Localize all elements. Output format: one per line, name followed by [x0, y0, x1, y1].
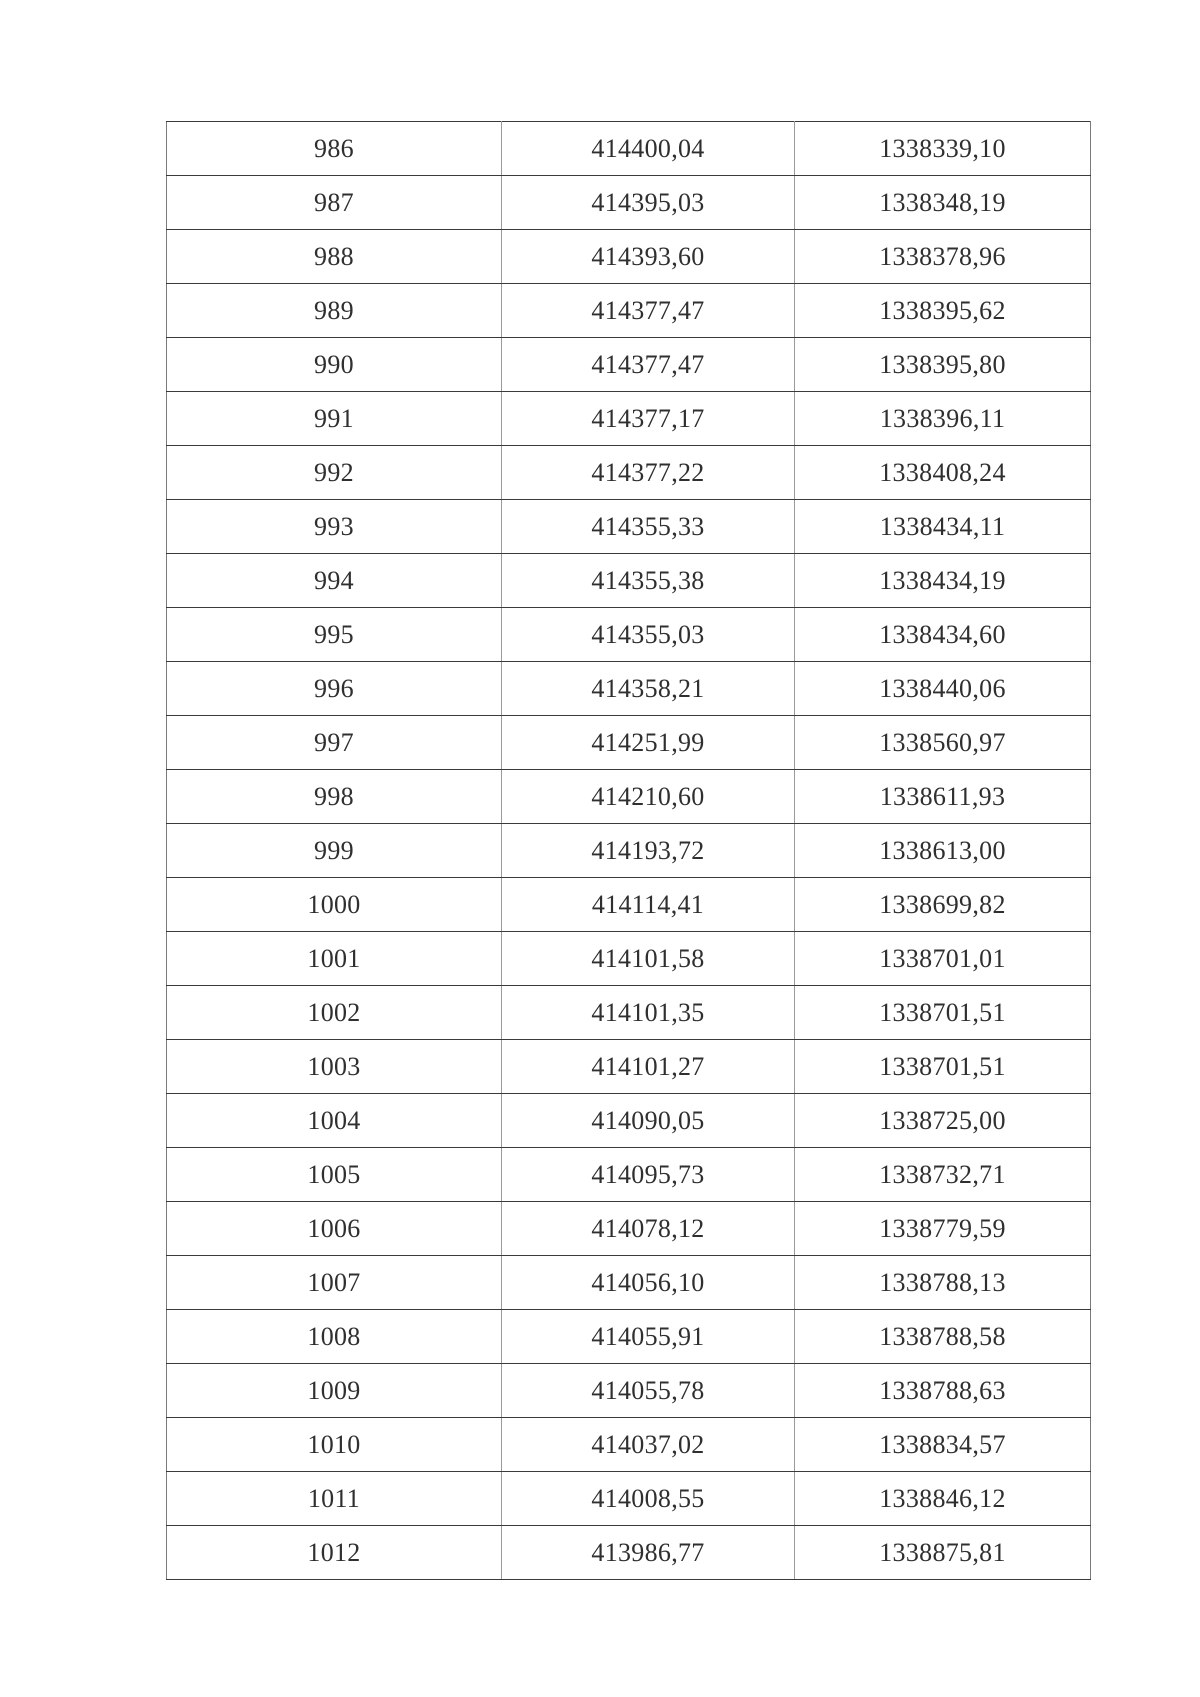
x-coordinate-cell: 414101,58: [502, 932, 795, 986]
point-number-cell: 997: [167, 716, 502, 770]
y-coordinate-cell: 1338788,58: [795, 1310, 1091, 1364]
x-coordinate-cell: 413986,77: [502, 1526, 795, 1580]
y-coordinate-cell: 1338732,71: [795, 1148, 1091, 1202]
point-number-cell: 1001: [167, 932, 502, 986]
x-coordinate-cell: 414095,73: [502, 1148, 795, 1202]
y-coordinate-cell: 1338348,19: [795, 176, 1091, 230]
point-number-cell: 1000: [167, 878, 502, 932]
x-coordinate-cell: 414055,78: [502, 1364, 795, 1418]
x-coordinate-cell: 414114,41: [502, 878, 795, 932]
y-coordinate-cell: 1338434,11: [795, 500, 1091, 554]
table-row: [167, 446, 1091, 500]
x-coordinate-cell: 414393,60: [502, 230, 795, 284]
x-coordinate-cell: 414101,27: [502, 1040, 795, 1094]
point-number-cell: 994: [167, 554, 502, 608]
y-coordinate-cell: 1338395,80: [795, 338, 1091, 392]
point-number-cell: 1009: [167, 1364, 502, 1418]
point-number-cell: 1006: [167, 1202, 502, 1256]
x-coordinate-cell: 414395,03: [502, 176, 795, 230]
table-row: [167, 1040, 1091, 1094]
point-number-cell: 1010: [167, 1418, 502, 1472]
x-coordinate-cell: 414400,04: [502, 122, 795, 176]
table-row: [167, 1310, 1091, 1364]
table-row: [167, 392, 1091, 446]
point-number-cell: 1004: [167, 1094, 502, 1148]
point-number-cell: 990: [167, 338, 502, 392]
table-row: [167, 1472, 1091, 1526]
y-coordinate-cell: 1338788,13: [795, 1256, 1091, 1310]
table-row: [167, 1256, 1091, 1310]
x-coordinate-cell: 414101,35: [502, 986, 795, 1040]
point-number-cell: 995: [167, 608, 502, 662]
point-number-cell: 986: [167, 122, 502, 176]
y-coordinate-cell: 1338846,12: [795, 1472, 1091, 1526]
table-row: [167, 122, 1091, 176]
y-coordinate-cell: 1338339,10: [795, 122, 1091, 176]
x-coordinate-cell: 414210,60: [502, 770, 795, 824]
document-page: [166, 121, 1090, 1580]
y-coordinate-cell: 1338440,06: [795, 662, 1091, 716]
y-coordinate-cell: 1338834,57: [795, 1418, 1091, 1472]
x-coordinate-cell: 414008,55: [502, 1472, 795, 1526]
table-row: [167, 554, 1091, 608]
x-coordinate-cell: 414358,21: [502, 662, 795, 716]
x-coordinate-cell: 414056,10: [502, 1256, 795, 1310]
table-row: [167, 1202, 1091, 1256]
table-row: [167, 986, 1091, 1040]
point-number-cell: 1005: [167, 1148, 502, 1202]
y-coordinate-cell: 1338701,01: [795, 932, 1091, 986]
point-number-cell: 996: [167, 662, 502, 716]
x-coordinate-cell: 414037,02: [502, 1418, 795, 1472]
point-number-cell: 987: [167, 176, 502, 230]
table-row: [167, 284, 1091, 338]
table-row: [167, 1148, 1091, 1202]
y-coordinate-cell: 1338701,51: [795, 1040, 1091, 1094]
y-coordinate-cell: 1338408,24: [795, 446, 1091, 500]
y-coordinate-cell: 1338560,97: [795, 716, 1091, 770]
y-coordinate-cell: 1338611,93: [795, 770, 1091, 824]
table-row: [167, 932, 1091, 986]
y-coordinate-cell: 1338395,62: [795, 284, 1091, 338]
y-coordinate-cell: 1338875,81: [795, 1526, 1091, 1580]
point-number-cell: 1011: [167, 1472, 502, 1526]
x-coordinate-cell: 414355,38: [502, 554, 795, 608]
y-coordinate-cell: 1338699,82: [795, 878, 1091, 932]
table-row: [167, 716, 1091, 770]
x-coordinate-cell: 414377,47: [502, 338, 795, 392]
table-row: [167, 878, 1091, 932]
x-coordinate-cell: 414251,99: [502, 716, 795, 770]
table-row: [167, 1364, 1091, 1418]
x-coordinate-cell: 414078,12: [502, 1202, 795, 1256]
table-row: [167, 1526, 1091, 1580]
coordinates-table-body: [167, 122, 1091, 1580]
point-number-cell: 991: [167, 392, 502, 446]
table-row: [167, 338, 1091, 392]
x-coordinate-cell: 414055,91: [502, 1310, 795, 1364]
x-coordinate-cell: 414193,72: [502, 824, 795, 878]
y-coordinate-cell: 1338788,63: [795, 1364, 1091, 1418]
y-coordinate-cell: 1338613,00: [795, 824, 1091, 878]
y-coordinate-cell: 1338396,11: [795, 392, 1091, 446]
point-number-cell: 999: [167, 824, 502, 878]
point-number-cell: 998: [167, 770, 502, 824]
table-row: [167, 1418, 1091, 1472]
coordinates-table: [166, 121, 1091, 1580]
table-row: [167, 662, 1091, 716]
table-row: [167, 500, 1091, 554]
table-row: [167, 230, 1091, 284]
y-coordinate-cell: 1338701,51: [795, 986, 1091, 1040]
x-coordinate-cell: 414090,05: [502, 1094, 795, 1148]
table-row: [167, 176, 1091, 230]
y-coordinate-cell: 1338378,96: [795, 230, 1091, 284]
point-number-cell: 993: [167, 500, 502, 554]
x-coordinate-cell: 414377,17: [502, 392, 795, 446]
x-coordinate-cell: 414355,03: [502, 608, 795, 662]
x-coordinate-cell: 414377,22: [502, 446, 795, 500]
point-number-cell: 1002: [167, 986, 502, 1040]
point-number-cell: 1007: [167, 1256, 502, 1310]
point-number-cell: 1012: [167, 1526, 502, 1580]
point-number-cell: 992: [167, 446, 502, 500]
table-row: [167, 608, 1091, 662]
point-number-cell: 1008: [167, 1310, 502, 1364]
y-coordinate-cell: 1338434,19: [795, 554, 1091, 608]
point-number-cell: 989: [167, 284, 502, 338]
y-coordinate-cell: 1338725,00: [795, 1094, 1091, 1148]
y-coordinate-cell: 1338434,60: [795, 608, 1091, 662]
table-row: [167, 1094, 1091, 1148]
table-row: [167, 824, 1091, 878]
point-number-cell: 988: [167, 230, 502, 284]
x-coordinate-cell: 414355,33: [502, 500, 795, 554]
x-coordinate-cell: 414377,47: [502, 284, 795, 338]
point-number-cell: 1003: [167, 1040, 502, 1094]
y-coordinate-cell: 1338779,59: [795, 1202, 1091, 1256]
table-row: [167, 770, 1091, 824]
